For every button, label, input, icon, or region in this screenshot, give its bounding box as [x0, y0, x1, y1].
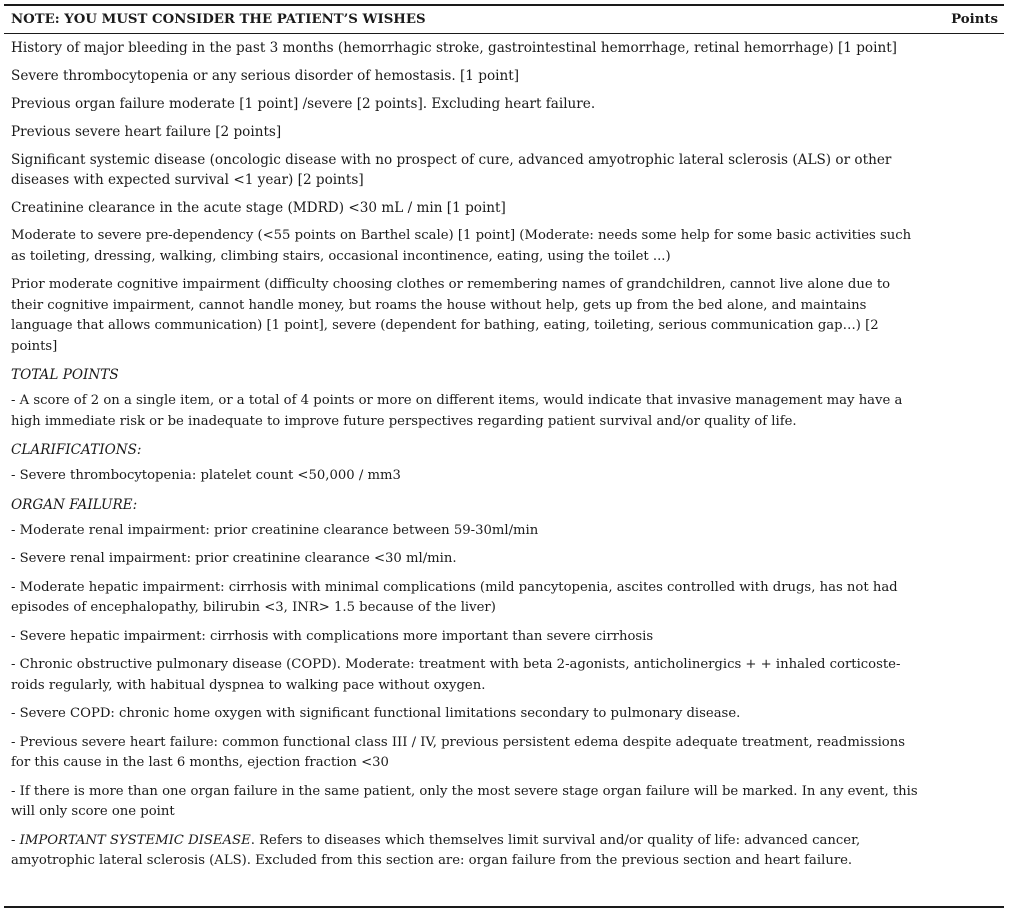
table-body [4, 34, 1004, 872]
header-points: Points [951, 12, 998, 27]
organ-renal-moderate: - Moderate renal impairment: prior creatinine clearance between 59-30ml/min [11, 522, 539, 538]
organ-hepatic-moderate: - Moderate hepatic impairment: cirrhosis with minimal complications (mild pancytopenia, ascites controlled with drugs, has not had episodes of encephalopathy, bilirubin <3, INR> 1.5 because of the liver) [11, 579, 898, 615]
criterion-dependency: Moderate to severe pre-dependency (<55 points on Barthel scale) [1 point] (Moderate: needs some help for some basic activities such as toileting, dressing, walking, climbing stairs, occasional incontinence, eating, using the toilet ...) [11, 228, 912, 264]
bottom-rule-line [4, 906, 1004, 908]
organ-renal-severe: - Severe renal impairment: prior creatinine clearance <30 ml/min. [11, 551, 457, 566]
systemic-label: IMPORTANT SYSTEMIC DISEASE [19, 832, 251, 848]
organ-copd-severe: - Severe COPD: chronic home oxygen with significant functional limitations secondary to pulmonary disease. [11, 706, 741, 721]
header-title: NOTE: YOU MUST CONSIDER THE PATIENT’S WISHES [11, 12, 426, 27]
organ-failure-label: ORGAN FAILURE: [11, 496, 138, 513]
total-points-label: TOTAL POINTS [11, 367, 119, 383]
criterion-cognitive: Prior moderate cognitive impairment (difficulty choosing clothes or remembering names of grandchildren, cannot live alone due to their cognitive impairment, cannot handle money, but roams the house without help, gets up from the bed alone, and maintains language that allows communication) [1 point], severe (dependent for bathing, eating, toileting, serious communication gap…) [2 points] [11, 277, 891, 354]
criterion-heart-failure: Previous severe heart failure [2 points] [11, 124, 282, 140]
criterion-creatinine: Creatinine clearance in the acute stage (MDRD) <30 mL / min [1 point] [11, 200, 506, 216]
organ-copd-moderate: - Chronic obstructive pulmonary disease (COPD). Moderate: treatment with beta 2-agonists, anticholinergics + + inhaled corticoste-roids regularly, with habitual dyspnea to walking pace without oxygen. [11, 657, 901, 693]
criterion-systemic-disease: Significant systemic disease (oncologic disease with no prospect of cure, advanced amyotrophic lateral sclerosis (ALS) or other diseases with expected survival <1 year) [2 points] [11, 152, 892, 188]
criterion-thrombocytopenia: Severe thrombocytopenia or any serious disorder of hemostasis. [1 point] [11, 68, 520, 84]
criterion-organ-failure: Previous organ failure moderate [1 point] /severe [2 points]. Excluding heart failure. [11, 96, 596, 112]
organ-heart-failure: - Previous severe heart failure: common functional class III / IV, previous persistent edema despite adequate treatment, readmissions for this cause in the last 6 months, ejection fraction <30 [11, 734, 906, 770]
systemic-text: . Refers to diseases which themselves limit survival and/or quality of life: advanced cancer, amyotrophic lateral sclerosis (ALS). Excluded from this section are: organ failure from the previous section and heart failure. [11, 832, 861, 868]
clarifications-text: - Severe thrombocytopenia: platelet count <50,000 / mm3 [11, 468, 401, 483]
bottom-rule [4, 906, 1004, 908]
criteria-table [4, 4, 1004, 880]
clarifications-label: CLARIFICATIONS: [11, 442, 142, 458]
table-header [4, 6, 1004, 33]
criterion-bleeding: History of major bleeding in the past 3 months (hemorrhagic stroke, gastrointestinal hemorrhage, retinal hemorrhage) [1 point] [11, 40, 897, 56]
organ-multiple-failure: - If there is more than one organ failure in the same patient, only the most severe stage organ failure will be marked. In any event, this will only score one point [11, 783, 918, 819]
organ-hepatic-severe: - Severe hepatic impairment: cirrhosis with complications more important than severe cirrhosis [11, 628, 654, 644]
important-systemic-disease [11, 831, 921, 872]
total-points-text: - A score of 2 on a single item, or a total of 4 points or more on different items, would indicate that invasive management may have a high immediate risk or be inadequate to improve future perspectives regarding patient survival and/or quality of life. [11, 393, 903, 429]
systemic-prefix: - [11, 832, 20, 848]
